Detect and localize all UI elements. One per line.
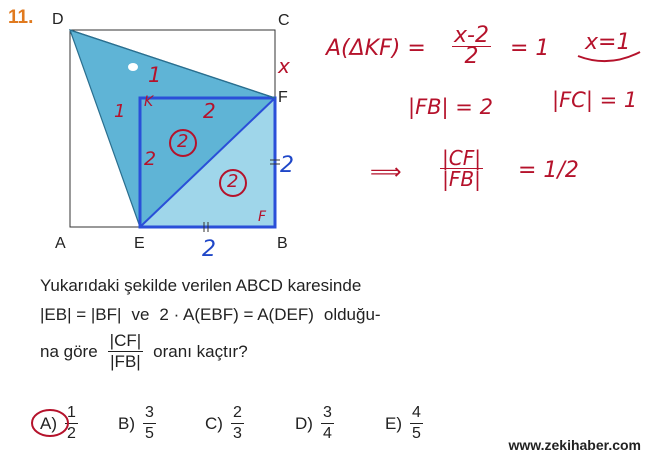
annot-region-lower: 2 xyxy=(227,171,239,192)
note-ratio-denominator: |FB| xyxy=(442,167,481,191)
option-c-label: C) xyxy=(205,413,223,433)
point-d-label: D xyxy=(52,11,64,28)
annot-f-mark: F xyxy=(258,209,267,225)
option-a[interactable] xyxy=(40,403,78,444)
question-ve: ve xyxy=(131,305,150,324)
point-f-label: F xyxy=(278,89,288,106)
question-na-gore: na göre xyxy=(40,341,98,361)
option-b[interactable] xyxy=(118,403,156,444)
note-area-equals: = 1 xyxy=(510,36,550,61)
question-ratio-numerator: |CF| xyxy=(109,331,142,350)
option-d[interactable] xyxy=(295,403,334,444)
note-fb-length: |FB| = 2 xyxy=(408,95,493,119)
annot-side-x: x xyxy=(278,54,290,78)
question-line-1: Yukarıdaki şekilde verilen ABCD karesinde xyxy=(40,276,362,295)
point-e-label: E xyxy=(134,235,145,252)
question-number: 11. xyxy=(8,7,34,28)
point-b-label: B xyxy=(277,235,288,252)
annot-k-mark: K xyxy=(144,94,154,110)
note-ratio-fraction xyxy=(440,148,483,189)
question-eb-bf: |EB| = |BF| xyxy=(40,305,122,324)
annot-eb-length: 2 xyxy=(202,237,216,262)
annot-dk-length: 1 xyxy=(148,63,162,87)
annot-fb-length: 2 xyxy=(280,153,294,178)
watermark-text: www.zekihaber.com xyxy=(508,437,641,453)
selected-circle-mark xyxy=(30,406,74,442)
annot-kf-length: 2 xyxy=(203,99,216,123)
note-area-label: A(ΔKF) = xyxy=(326,36,426,61)
point-a-label: A xyxy=(55,235,66,252)
annot-de-part: 1 xyxy=(114,101,126,122)
note-x-underline xyxy=(574,26,644,66)
option-c[interactable] xyxy=(205,403,244,444)
option-b-label: B) xyxy=(118,413,135,433)
question-oldugu: olduğu- xyxy=(323,305,381,324)
note-area-numerator: x-2 xyxy=(454,23,489,48)
note-ratio-numerator: |CF| xyxy=(442,146,481,170)
point-c-label: C xyxy=(278,12,290,29)
question-ratio-denominator: |FB| xyxy=(110,352,141,371)
option-e-value: $\frac{4}{5}$ xyxy=(412,404,421,442)
option-e-label: E) xyxy=(385,413,402,433)
option-e[interactable] xyxy=(385,403,423,444)
question-area-relation: 2 · A(EBF) = A(DEF) xyxy=(159,305,314,324)
note-area-denominator: 2 xyxy=(464,44,479,69)
note-x-result: x=1 xyxy=(585,30,631,55)
smudge-mark xyxy=(128,63,138,71)
option-a-label: A) xyxy=(40,414,57,434)
question-ask: oranı kaçtır? xyxy=(153,341,248,361)
note-ratio-result: = 1/2 xyxy=(518,158,579,183)
question-ratio xyxy=(108,331,144,372)
option-b-value: $\frac{3}{5}$ xyxy=(145,404,154,442)
question-line-3 xyxy=(40,331,248,372)
annot-ke-length: 2 xyxy=(144,148,157,170)
question-line-2 xyxy=(40,305,381,325)
note-implies-arrow: ⟹ xyxy=(370,160,402,185)
note-fc-length: |FC| = 1 xyxy=(552,88,638,112)
option-c-value: $\frac{2}{3}$ xyxy=(232,404,242,442)
option-d-label: D) xyxy=(295,413,313,433)
note-area-fraction xyxy=(452,23,491,69)
option-a-value: $\frac{1}{2}$ xyxy=(67,404,76,442)
option-d-value: $\frac{3}{4}$ xyxy=(322,404,332,442)
annot-region-upper: 2 xyxy=(177,131,189,152)
